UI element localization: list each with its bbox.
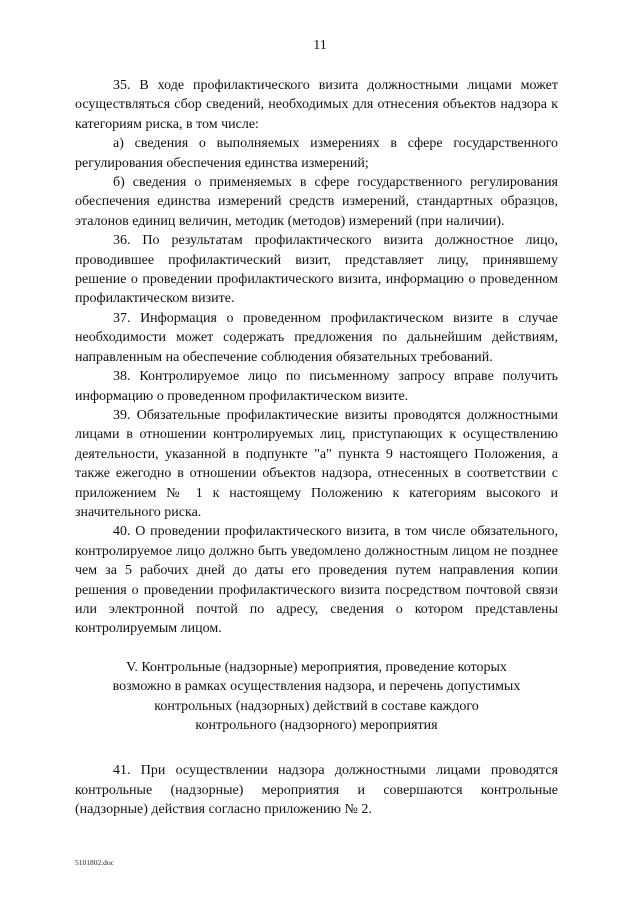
paragraph-37: 37. Информация о проведенном профилактическом визите в случае необходимости может содержать предложения по дальнейшим действиям, направленным на обеспечение соблюдения обязательных требований. [75,310,558,365]
subitem-a: а) сведения о выполняемых измерениях в сфере государственного регулирования обеспечения единства измерений; [75,136,558,171]
section-heading-line: возможно в рамках осуществления надзора, и перечень допустимых [112,679,521,695]
paragraph-41: 41. При осуществлении надзора должностными лицами проводятся контрольные (надзорные) мероприятия и совершаются контрольные (надзорные) действия согласно приложению № 2. [75,763,558,818]
section-heading-line: контрольных (надзорных) действий в составе каждого [154,698,479,714]
paragraph-36: 36. По результатам профилактического визита должностное лицо, проводившее профилактический визит, представляет лицу, принявшему решение о проведении профилактического визита, информацию о проведенном профилактическом визите. [75,233,558,307]
section-heading-line: V. Контрольные (надзорные) мероприятия, проведение которых [126,659,507,675]
section-heading [75,658,558,736]
file-name-footer: 5101802.doc [75,858,114,867]
page-number: 11 [313,38,327,53]
subitem-b: б) сведения о применяемых в сфере государственного регулирования обеспечения единства измерений средств измерений, стандартных образцов, эталонов единиц величин, методик (методов) измерений (при наличии). [75,175,558,229]
paragraph-39: 39. Обязательные профилактические визиты проводятся должностными лицами в отношении контролируемых лиц, приступающих к осуществлению деятельности, указанной в подпункте "а" пункта 9 настоящего Положения, а также ежегодно в отношении объектов надзора, отнесенных в соответствии с приложением № 1 к настоящему Положению к категориям высокого и значительного риска. [75,407,558,520]
paragraph-38: 38. Контролируемое лицо по письменному запросу вправе получить информацию о проведенном профилактическом визите. [75,369,558,404]
paragraph-35: 35. В ходе профилактического визита должностными лицами может осуществляться сбор сведений, необходимых для отнесения объектов надзора к категориям риска, в том числе: [75,78,558,132]
document-body [75,76,558,820]
paragraph-40: 40. О проведении профилактического визита, в том числе обязательного, контролируемое лицо должно быть уведомлено должностным лицом не позднее чем за 5 рабочих дней до даты его проведения путем направления копии решения о проведении профилактического визита посредством почтовой связи или электронной почтой по адресу, сведения о котором представлены контролируемым лицом. [75,524,558,637]
section-heading-line: контрольного (надзорного) мероприятия [195,718,438,733]
